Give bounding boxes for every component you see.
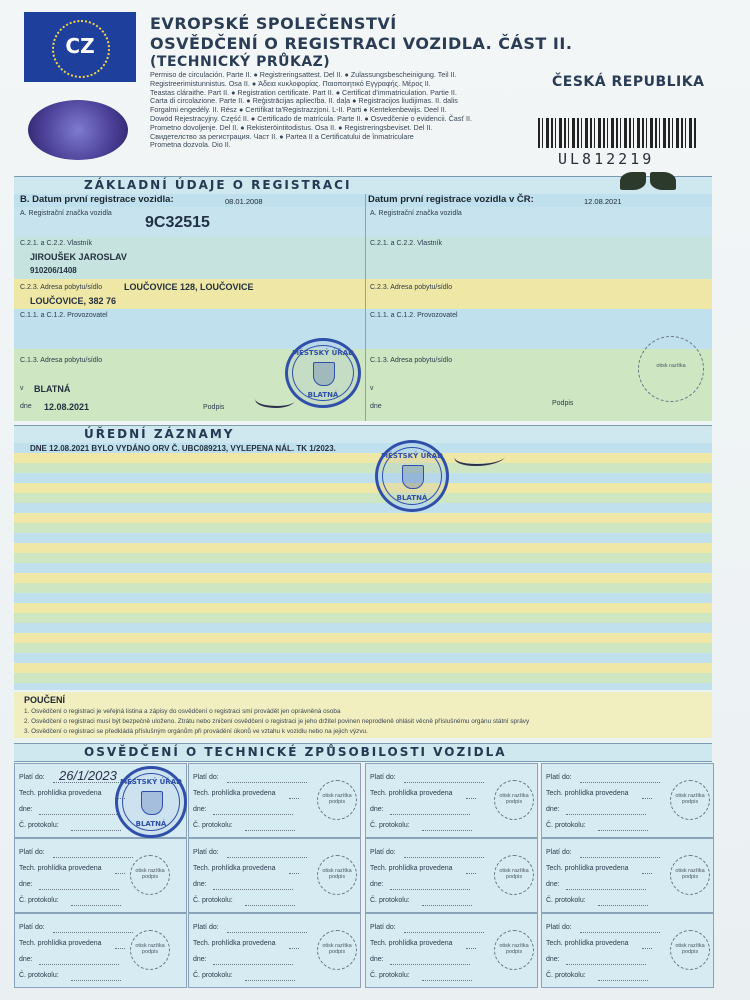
translation-line: Prometno dovoljenje. Del II. ● Rekisteröintitodistus. Osa II. ● Registreringsbeviset. Del II.	[150, 122, 433, 132]
inspection-date-label: dne:	[546, 881, 560, 888]
valid-until-label: Platí do:	[19, 849, 45, 856]
protocol-number-label: Č. protokolu:	[546, 972, 586, 979]
stamp-placeholder	[670, 855, 710, 895]
valid-until-value: 26/1/2023	[59, 768, 117, 783]
podpis-label-right: Podpis	[552, 400, 574, 407]
fill-line	[598, 980, 648, 981]
stamp-placeholder	[638, 336, 704, 402]
translation-line: Forgalmi engedély. II. Rész ● Certifikat ta'Registrazzjoni. L-II. Parti ● Kentekenbewijs. Deel II.	[150, 105, 447, 115]
fill-line	[71, 980, 121, 981]
fill-line	[213, 964, 293, 965]
valid-until-label: Platí do:	[19, 924, 45, 931]
fill-line	[404, 932, 484, 933]
stamp-placeholder	[670, 930, 710, 970]
fill-line	[227, 932, 307, 933]
stamp-placeholder-text: otisk razítka podpis	[675, 943, 705, 955]
basic-section-header	[14, 176, 712, 195]
inspection-date-label: dne:	[370, 881, 384, 888]
inspection-cell	[365, 763, 538, 838]
stamp-placeholder	[494, 930, 534, 970]
stamp-placeholder	[670, 780, 710, 820]
valid-until-label: Platí do:	[193, 924, 219, 931]
fill-line	[71, 830, 121, 831]
country-name: ČESKÁ REPUBLIKA	[552, 74, 705, 90]
stamp-placeholder-text: otisk razítka podpis	[499, 868, 529, 880]
protocol-number-label: Č. protokolu:	[546, 897, 586, 904]
stamp-placeholder	[317, 855, 357, 895]
fill-line	[289, 948, 299, 949]
inspection-done-label: Tech. prohlídka provedena	[19, 865, 102, 872]
fill-line	[422, 905, 472, 906]
inspection-done-label: Tech. prohlídka provedena	[546, 940, 629, 947]
dne-label: dne	[20, 403, 32, 410]
inspection-date-label: dne:	[193, 881, 207, 888]
valid-until-label: Platí do:	[370, 849, 396, 856]
crest-icon	[402, 465, 424, 489]
row-address	[14, 279, 712, 309]
records-stamp-top: MĚSTSKÝ ÚŘAD	[381, 452, 443, 460]
v-label-right: v	[370, 385, 374, 392]
op-addr-label-right: C.1.3. Adresa pobytu/sídlo	[370, 357, 453, 364]
fill-line	[598, 830, 648, 831]
valid-until-label: Platí do:	[546, 849, 572, 856]
a-label: A. Registrační značka vozidla	[20, 210, 112, 217]
title-line1: EVROPSKÉ SPOLEČENSTVÍ	[150, 14, 397, 33]
addr-line2: LOUČOVICE, 382 76	[30, 296, 117, 306]
fill-line	[39, 889, 119, 890]
notice-line: 1. Osvědčení o registraci je veřejná listina a zápisy do osvědčení o registraci smí provádět jen oprávněná osoba	[24, 708, 341, 715]
op-addr-label: C.1.3. Adresa pobytu/sídlo	[20, 357, 103, 364]
row-op-address	[14, 349, 712, 421]
inspection-done-label: Tech. prohlídka provedena	[193, 865, 276, 872]
a-label-right: A. Registrační značka vozidla	[370, 210, 462, 217]
crest-icon	[141, 791, 163, 815]
dne-label-right: dne	[370, 403, 382, 410]
basic-section-title: ZÁKLADNÍ ÚDAJE O REGISTRACI	[84, 178, 352, 192]
fill-line	[245, 980, 295, 981]
inspection-cell	[541, 838, 714, 913]
cr-value: 12.08.2021	[584, 197, 622, 206]
serial-number: UL812219	[558, 150, 655, 168]
stamp-placeholder-text: otisk razítka	[656, 363, 686, 369]
v-label: v	[20, 385, 24, 392]
owner-id: 910206/1408	[30, 266, 77, 275]
addr-label: C.2.3. Adresa pobytu/sídlo	[20, 284, 103, 291]
inspection-date-label: dne:	[546, 956, 560, 963]
valid-until-label: Platí do:	[546, 924, 572, 931]
valid-until-label: Platí do:	[370, 774, 396, 781]
stamp-placeholder-text: otisk razítka podpis	[135, 943, 165, 955]
records-section-header	[14, 425, 712, 444]
records-section-title: ÚŘEDNÍ ZÁZNAMY	[84, 427, 235, 441]
valid-until-label: Platí do:	[370, 924, 396, 931]
translation-line: Registreerimistunnistus. Osa II. ● Άδεια κυκλοφορίας. Παιοποιητικό Εγγραφής. Μέρος II.	[150, 78, 431, 88]
operator-label-right: C.1.1. a C.1.2. Provozovatel	[370, 312, 458, 319]
addr-line1: LOUČOVICE 128, LOUČOVICE	[124, 282, 254, 292]
fill-line	[404, 857, 484, 858]
records-area	[14, 443, 712, 690]
inspection-done-label: Tech. prohlídka provedena	[193, 790, 276, 797]
stamp-placeholder	[317, 930, 357, 970]
logo-mark	[620, 170, 678, 192]
owner-label: C.2.1. a C.2.2. Vlastník	[20, 240, 92, 247]
protocol-number-label: Č. protokolu:	[193, 822, 233, 829]
fill-line	[580, 782, 660, 783]
fill-line	[115, 873, 125, 874]
inspection-cell	[14, 913, 187, 988]
stamp-placeholder	[317, 780, 357, 820]
notice-title: POUČENÍ	[24, 695, 66, 705]
notice-line: 3. Osvědčení o registraci se předkládá příslušným orgánům při provádění úkonů ve vztahu k vozidlu nebo na jejich výzvu.	[24, 728, 368, 735]
records-entry: DNE 12.08.2021 BYLO VYDÁNO ORV Č. UBC089213, VYLEPENA NÁL. TK 1/2023.	[30, 444, 336, 453]
inspection-date-label: dne:	[19, 806, 33, 813]
hologram	[28, 100, 128, 160]
fill-line	[642, 948, 652, 949]
stamp-placeholder	[494, 855, 534, 895]
stamp-top-text: MĚSTSKÝ ÚŘAD	[292, 349, 354, 357]
fill-line	[422, 980, 472, 981]
inspection-done-label: Tech. prohlídka provedena	[370, 790, 453, 797]
protocol-number-label: Č. protokolu:	[370, 822, 410, 829]
fill-line	[227, 782, 307, 783]
translation-line: Dowód Rejestracyjny. Część II. ● Certificado de matrícula. Parte II. ● Osvedčenie o evidencii. Časť II.	[150, 113, 473, 123]
fill-line	[245, 830, 295, 831]
records-stamp-bottom: BLATNÁ	[396, 494, 428, 502]
translation-line: Permiso de circulación. Parte II. ● Registreringsattest. Del II. ● Zulassungsbescheinigung. Teil II.	[150, 70, 457, 79]
row-a	[14, 207, 712, 237]
fill-line	[245, 905, 295, 906]
technical-section-header	[14, 743, 712, 762]
fill-line	[466, 948, 476, 949]
column-divider	[365, 194, 366, 421]
protocol-number-label: Č. protokolu:	[19, 822, 59, 829]
valid-until-label: Platí do:	[193, 774, 219, 781]
stamp-placeholder-text: otisk razítka podpis	[322, 943, 352, 955]
eu-flag	[24, 12, 136, 82]
podpis-label: Podpis	[203, 404, 225, 411]
protocol-number-label: Č. protokolu:	[370, 972, 410, 979]
translation-line: Carta di circolazione. Parte II. ● Reģistrācijas apliecība. II. daļa ● Registracijos liudijimas. II. dalis	[150, 96, 458, 106]
protocol-number-label: Č. protokolu:	[546, 822, 586, 829]
fill-line	[213, 814, 293, 815]
inspection-stamp-bottom: BLATNÁ	[135, 820, 167, 828]
fill-line	[227, 857, 307, 858]
protocol-number-label: Č. protokolu:	[193, 972, 233, 979]
inspection-done-label: Tech. prohlídka provedena	[19, 940, 102, 947]
technical-section-title: OSVĚDČENÍ O TECHNICKÉ ZPŮSOBILOSTI VOZIDLA	[84, 745, 507, 759]
inspection-done-label: Tech. prohlídka provedena	[193, 940, 276, 947]
stamp-bottom-text: BLATNÁ	[307, 391, 339, 399]
protocol-number-label: Č. protokolu:	[370, 897, 410, 904]
stamp-placeholder-text: otisk razítka podpis	[322, 868, 352, 880]
fill-line	[566, 814, 646, 815]
fill-line	[580, 857, 660, 858]
stamp-placeholder-text: otisk razítka podpis	[499, 793, 529, 805]
crest-icon	[313, 362, 335, 386]
fill-line	[390, 889, 470, 890]
fill-line	[71, 905, 121, 906]
inspection-date-label: dne:	[370, 956, 384, 963]
fill-line	[115, 948, 125, 949]
inspection-done-label: Tech. prohlídka provedena	[19, 790, 102, 797]
translation-line: Свидетелство за регистрация. Част II. ● Partea II a Certificatului de înmatriculare	[150, 131, 414, 141]
issued-date: 12.08.2021	[44, 402, 90, 412]
stamp-placeholder-text: otisk razítka podpis	[135, 868, 165, 880]
translation-lines	[150, 71, 520, 150]
stamp-placeholder-text: otisk razítka podpis	[675, 793, 705, 805]
fill-line	[466, 798, 476, 799]
addr-label-right: C.2.3. Adresa pobytu/sídlo	[370, 284, 453, 291]
inspection-done-label: Tech. prohlídka provedena	[370, 940, 453, 947]
valid-until-label: Platí do:	[546, 774, 572, 781]
fill-line	[289, 798, 299, 799]
issued-place: BLATNÁ	[34, 384, 71, 394]
cr-label: Datum první registrace vozidla v ČR:	[368, 194, 534, 205]
fill-line	[466, 873, 476, 874]
stamp-placeholder	[494, 780, 534, 820]
country-code: CZ	[65, 34, 95, 58]
title-line3: (TECHNICKÝ PRŮKAZ)	[150, 54, 331, 70]
b-label: B. Datum první registrace vozidla:	[20, 194, 174, 205]
operator-label: C.1.1. a C.1.2. Provozovatel	[20, 312, 108, 319]
translation-line: Prometna dozvola. Dio II.	[150, 140, 231, 150]
fill-line	[404, 782, 484, 783]
b-value: 08.01.2008	[225, 197, 263, 206]
translation-line: Teastas cláraithe. Part II. ● Registration certificate. Part II. ● Certificat d'immatriculation. Partie II.	[150, 87, 457, 97]
office-stamp	[285, 338, 361, 408]
inspection-date-label: dne:	[19, 881, 33, 888]
inspection-cell	[188, 913, 361, 988]
notice-line: 2. Osvědčení o registraci musí být bezpečně uloženo. Ztrátu nebo zničení osvědčení o registraci je jeho držitel povinen neprodleně ohlásit věcně příslušnému orgánu státní správy	[24, 718, 530, 725]
fill-line	[642, 798, 652, 799]
inspection-date-label: dne:	[370, 806, 384, 813]
inspection-cell	[188, 838, 361, 913]
inspection-date-label: dne:	[546, 806, 560, 813]
fill-line	[422, 830, 472, 831]
inspection-cell	[14, 838, 187, 913]
fill-line	[642, 873, 652, 874]
inspection-date-label: dne:	[19, 956, 33, 963]
fill-line	[566, 889, 646, 890]
fill-line	[53, 857, 133, 858]
fill-line	[390, 814, 470, 815]
records-stamp	[375, 440, 449, 512]
stamp-placeholder	[130, 930, 170, 970]
inspection-date-label: dne:	[193, 956, 207, 963]
fill-line	[390, 964, 470, 965]
fill-line	[39, 814, 119, 815]
inspection-date-label: dne:	[193, 806, 207, 813]
protocol-number-label: Č. protokolu:	[19, 972, 59, 979]
fill-line	[598, 905, 648, 906]
fill-line	[289, 873, 299, 874]
fill-line	[566, 964, 646, 965]
inspection-cell	[14, 763, 187, 838]
inspection-cell	[541, 763, 714, 838]
protocol-number-label: Č. protokolu:	[19, 897, 59, 904]
protocol-number-label: Č. protokolu:	[193, 897, 233, 904]
barcode	[538, 118, 698, 148]
row-operator	[14, 309, 712, 349]
inspection-cell	[365, 913, 538, 988]
stamp-placeholder-text: otisk razítka podpis	[499, 943, 529, 955]
inspection-cell	[188, 763, 361, 838]
valid-until-label: Platí do:	[19, 774, 45, 781]
inspection-done-label: Tech. prohlídka provedena	[546, 865, 629, 872]
inspection-cell	[365, 838, 538, 913]
fill-line	[580, 932, 660, 933]
inspection-cell	[541, 913, 714, 988]
inspection-done-label: Tech. prohlídka provedena	[546, 790, 629, 797]
fill-line	[213, 889, 293, 890]
inspection-stamp	[115, 766, 187, 838]
fill-line	[39, 964, 119, 965]
fill-line	[53, 932, 133, 933]
title-line2: OSVĚDČENÍ O REGISTRACI VOZIDLA. ČÁST II.	[150, 34, 573, 53]
inspection-done-label: Tech. prohlídka provedena	[370, 865, 453, 872]
stamp-placeholder-text: otisk razítka podpis	[322, 793, 352, 805]
valid-until-label: Platí do:	[193, 849, 219, 856]
plate-number: 9C32515	[145, 214, 210, 231]
stamp-placeholder	[130, 855, 170, 895]
owner-name: JIROUŠEK JAROSLAV	[30, 252, 127, 262]
inspection-stamp-top: MĚSTSKÝ ÚŘAD	[120, 778, 182, 786]
owner-label-right: C.2.1. a C.2.2. Vlastník	[370, 240, 442, 247]
stamp-placeholder-text: otisk razítka podpis	[675, 868, 705, 880]
